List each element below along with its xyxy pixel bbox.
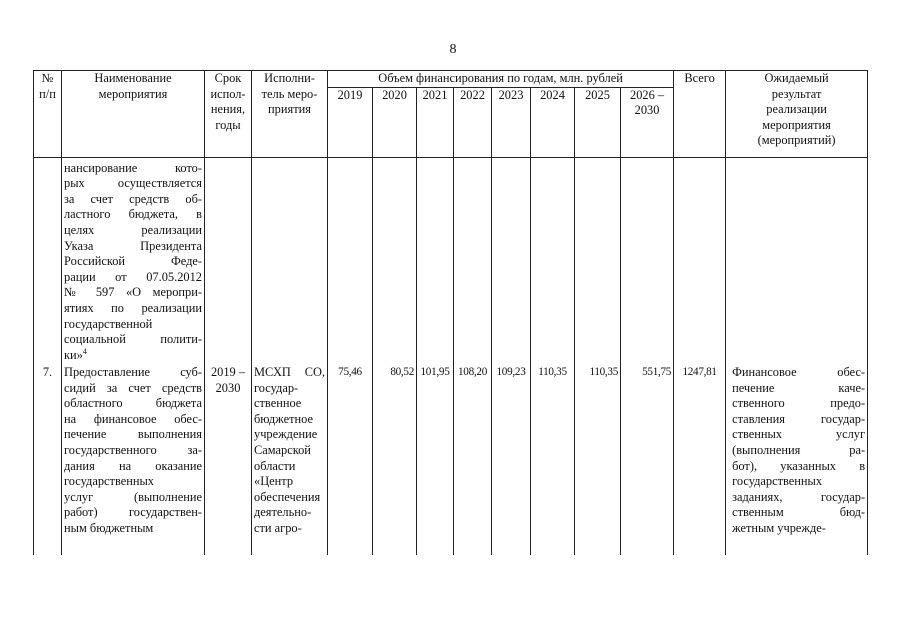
cell-value: 75,46 bbox=[328, 365, 373, 555]
header-year: 2024 bbox=[531, 87, 575, 157]
cell-text-line: работ) государствен- bbox=[64, 505, 202, 520]
cell-value bbox=[492, 157, 531, 365]
cell-text-line: ставления государ- bbox=[732, 411, 866, 426]
cell-text-line: жетным учрежде- bbox=[732, 521, 826, 536]
cell-value bbox=[417, 157, 454, 365]
header-term-line: Срок bbox=[214, 71, 242, 85]
cell-text-line: бюджетное bbox=[254, 411, 314, 426]
header-financing: Объем финансирования по годам, млн. рублей bbox=[328, 71, 674, 88]
cell-value: 101,95 bbox=[417, 365, 454, 555]
header-name bbox=[62, 71, 205, 158]
cell-text-line: ственного предо- bbox=[732, 396, 866, 411]
cell-result bbox=[726, 365, 868, 555]
cell-text-line: печение каче- bbox=[732, 380, 866, 395]
cell-text-line: Самарской bbox=[254, 443, 311, 458]
cell-text-line: социальной полити- bbox=[64, 332, 202, 347]
cell-text-line: заданиях, государ- bbox=[732, 489, 866, 504]
cell-value: 110,35 bbox=[575, 365, 621, 555]
cell-total bbox=[674, 157, 726, 365]
cell-value bbox=[531, 157, 575, 365]
cell-text-line: за счет средств об- bbox=[64, 191, 202, 206]
cell-value: 108,20 bbox=[454, 365, 492, 555]
cell-text-line: нансирование кото- bbox=[64, 160, 202, 175]
cell-text-line: областного бюджета bbox=[64, 396, 202, 411]
cell-text-line: ластного бюджета, в bbox=[64, 207, 202, 222]
cell-text-line: государственной bbox=[64, 316, 153, 331]
cell-value: 109,23 bbox=[492, 365, 531, 555]
cell-text-line: государ- bbox=[254, 380, 299, 395]
header-result-line: мероприятия bbox=[762, 117, 831, 132]
header-executor-line: Исполни- bbox=[264, 71, 315, 85]
header-term-line: испол- bbox=[210, 86, 246, 101]
cell-result bbox=[726, 157, 868, 365]
table-header bbox=[34, 71, 868, 158]
cell-text-line: Финансовое обес- bbox=[732, 365, 866, 380]
financing-table bbox=[33, 70, 868, 555]
cell-name-continuation bbox=[62, 157, 205, 365]
cell-text-line: ным бюджетным bbox=[64, 521, 154, 536]
header-result-line: Ожидаемый bbox=[764, 71, 829, 85]
table-row bbox=[34, 157, 868, 365]
cell-value bbox=[454, 157, 492, 365]
cell-text-line: деятельно- bbox=[254, 505, 312, 520]
header-result bbox=[726, 71, 868, 158]
cell-num: 7. bbox=[34, 365, 62, 555]
cell-value bbox=[328, 157, 373, 365]
footnote-mark: 4 bbox=[82, 346, 87, 356]
header-result-line: (мероприятий) bbox=[757, 133, 836, 148]
cell-name bbox=[62, 365, 205, 555]
header-num-line: п/п bbox=[39, 86, 56, 101]
cell-text-line: ки»$^4$ bbox=[64, 346, 87, 362]
cell-text-line: услуг (выполнение bbox=[64, 489, 202, 504]
cell-text-line: государственного за- bbox=[64, 443, 202, 458]
cell-num bbox=[34, 157, 62, 365]
cell-text-line: Указа Президента bbox=[64, 238, 202, 253]
header-result-line: результат bbox=[771, 86, 822, 101]
table-row bbox=[34, 365, 868, 555]
header-term bbox=[205, 71, 252, 158]
header-year: 2022 bbox=[454, 87, 492, 157]
header-term-line: годы bbox=[215, 117, 241, 132]
cell-text-line: сти агро- bbox=[254, 521, 302, 536]
cell-text-line: № 597 «О меропри- bbox=[64, 285, 202, 300]
cell-text-line: дания на оказание bbox=[64, 458, 202, 473]
cell-text-line: 2019 – bbox=[210, 365, 246, 380]
header-executor-line: приятия bbox=[268, 102, 311, 117]
cell-text-line: бот), указанных в bbox=[732, 458, 866, 473]
cell-value bbox=[621, 157, 674, 365]
cell-text-line: 2030 bbox=[215, 380, 241, 395]
cell-text-line: Российской Феде- bbox=[64, 254, 202, 269]
cell-text-line: сидий за счет средств bbox=[64, 380, 202, 395]
cell-text-line: учреждение bbox=[254, 427, 318, 442]
cell-text-line: ственных услуг bbox=[732, 427, 866, 442]
cell-text-line: ственным бюд- bbox=[732, 505, 866, 520]
cell-value: 551,75 bbox=[621, 365, 674, 555]
cell-term bbox=[205, 365, 252, 555]
cell-text-line: обеспечения bbox=[254, 489, 321, 504]
header-name-line: Наименование bbox=[94, 71, 172, 85]
cell-total: 1247,81 bbox=[674, 365, 726, 555]
header-num-line: № bbox=[41, 71, 54, 85]
cell-text-line: МСХП СО, bbox=[254, 365, 325, 380]
cell-value: 110,35 bbox=[531, 365, 575, 555]
cell-text-line: на финансовое обес- bbox=[64, 411, 202, 426]
cell-executor bbox=[252, 157, 328, 365]
cell-text-line: области bbox=[254, 458, 296, 473]
header-year: 2023 bbox=[492, 87, 531, 157]
header-name-line: мероприятия bbox=[98, 86, 168, 101]
header-result-line: реализации bbox=[766, 102, 827, 117]
header-year: 2021 bbox=[417, 87, 454, 157]
cell-text-line: Предоставление суб- bbox=[64, 365, 202, 380]
header-year: 2025 bbox=[575, 87, 621, 157]
header-term-line: нения, bbox=[210, 102, 246, 117]
cell-text-line: ственное bbox=[254, 396, 302, 411]
cell-text-line: государственных bbox=[64, 474, 155, 489]
header-executor-line: тель меро- bbox=[261, 86, 318, 101]
header-num bbox=[34, 71, 62, 158]
cell-value: 80,52 bbox=[373, 365, 417, 555]
cell-text-line: ятиях по реализации bbox=[64, 300, 202, 315]
cell-text-line: печение выполнения bbox=[64, 427, 202, 442]
header-year: 2026 – 2030 bbox=[621, 87, 674, 157]
header-year: 2020 bbox=[373, 87, 417, 157]
page-number: 8 bbox=[449, 42, 457, 57]
cell-executor bbox=[252, 365, 328, 555]
cell-text-line: (выполнения ра- bbox=[732, 443, 866, 458]
cell-term bbox=[205, 157, 252, 365]
cell-value bbox=[373, 157, 417, 365]
cell-text-line: государственных bbox=[732, 474, 823, 489]
header-executor bbox=[252, 71, 328, 158]
cell-text-line: целях реализации bbox=[64, 222, 202, 237]
header-year: 2019 bbox=[328, 87, 373, 157]
cell-text-line: «Центр bbox=[254, 474, 294, 489]
cell-value bbox=[575, 157, 621, 365]
cell-text-line: рых осуществляется bbox=[64, 176, 202, 191]
header-total: Всего bbox=[674, 71, 726, 158]
cell-text-line: рации от 07.05.2012 bbox=[64, 269, 202, 284]
